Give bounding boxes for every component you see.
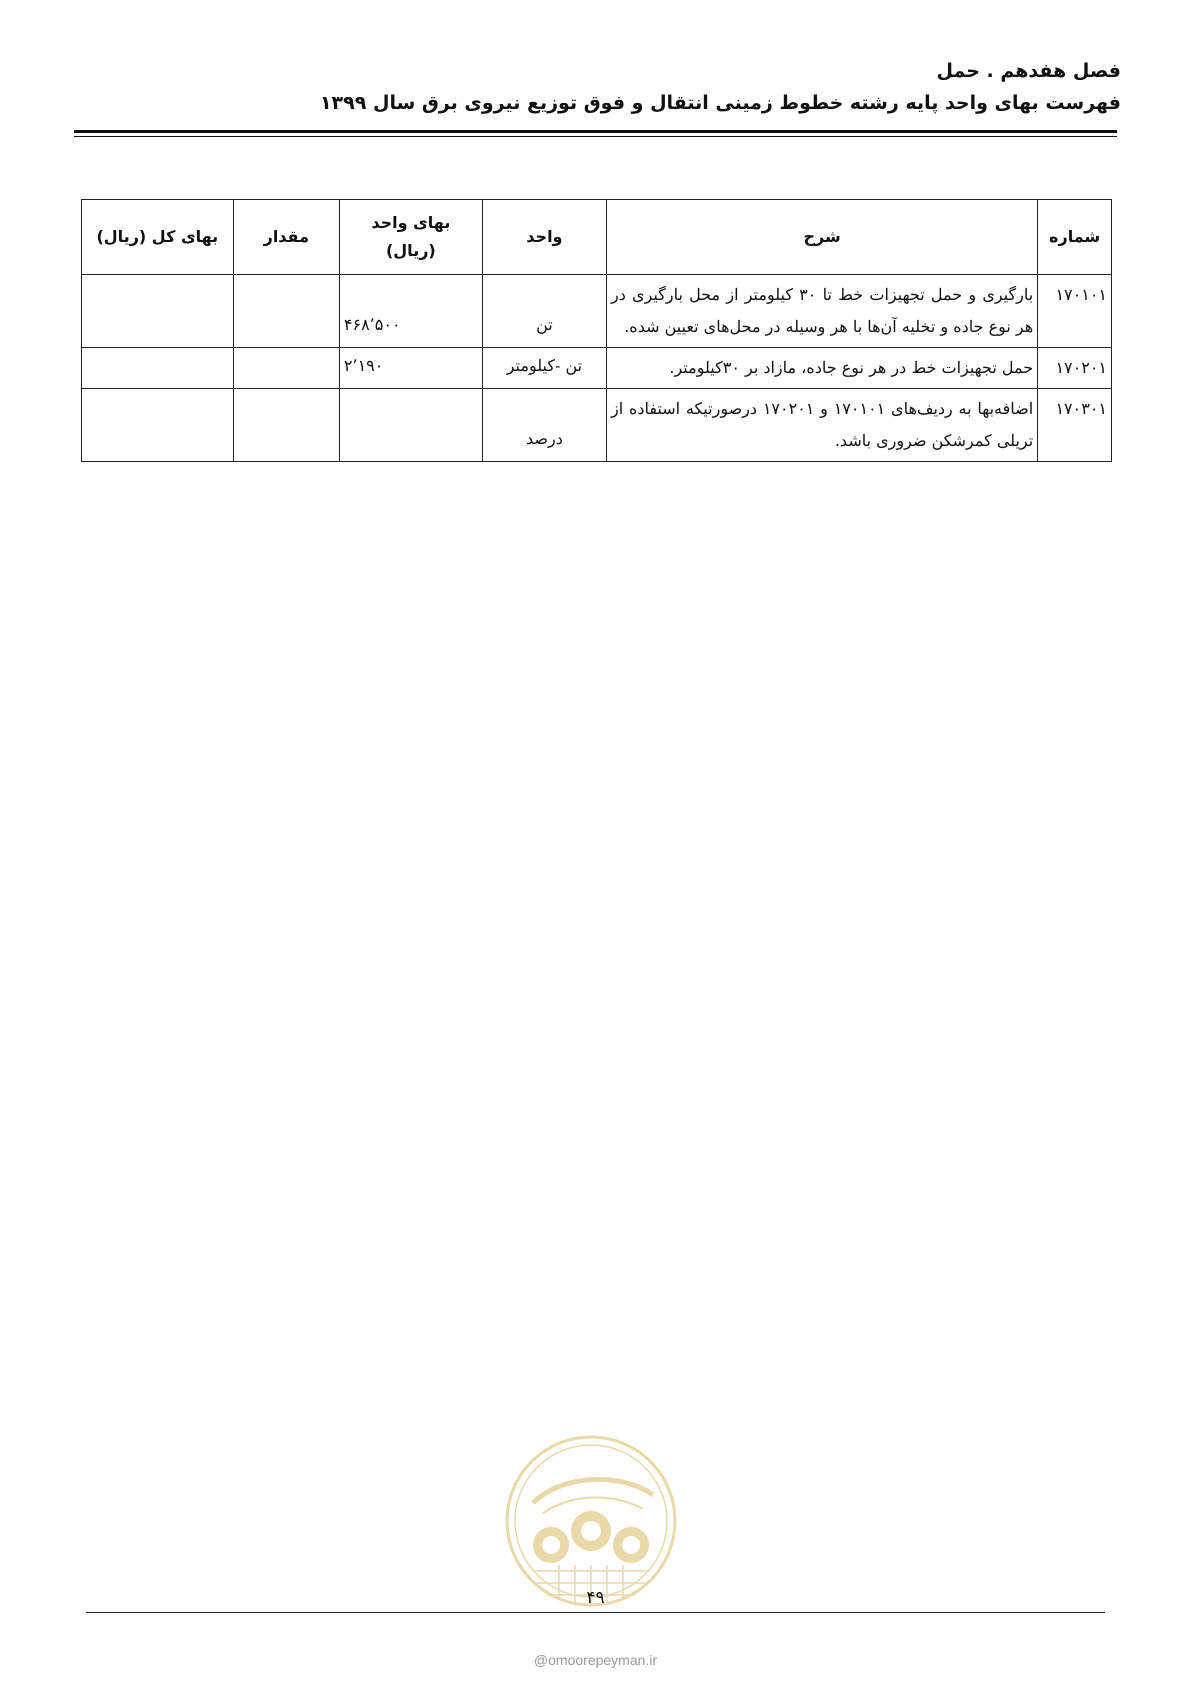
footer-rule [86,1612,1105,1613]
row-number: ۱۷۰۳۰۱ [1038,389,1112,462]
row-description: بارگیری و حمل تجهیزات خط تا ۳۰ کیلومتر از محل بارگیری در هر نوع جاده و تخلیه آن‌ها با هر وسیله در محل‌های تعیین شده. [606,275,1037,348]
table-row [82,275,1112,348]
row-quantity [233,348,339,389]
header-number: شماره [1038,200,1112,275]
row-total-price [82,348,234,389]
row-unit-price [339,389,482,462]
row-quantity [233,389,339,462]
row-unit-price: ۲٬۱۹۰ [339,348,482,389]
table-header-row [82,200,1112,275]
row-unit: تن -کیلومتر [482,348,606,389]
row-number: ۱۷۰۱۰۱ [1038,275,1112,348]
header-unit-price-label: بهای واحد [371,213,451,232]
row-unit: تن [482,275,606,348]
header-total-price: بهای کل (ریال) [82,200,234,275]
page-header [70,56,1121,118]
page-number: ۴۹ [586,1588,605,1608]
header-description: شرح [606,200,1037,275]
header-unit: واحد [482,200,606,275]
row-unit: درصد [482,389,606,462]
header-unit-price-currency: (ریال) [385,241,436,260]
table-row [82,348,1112,389]
header-quantity: مقدار [233,200,339,275]
table-row [82,389,1112,462]
row-total-price [82,389,234,462]
price-list-table [81,199,1112,462]
row-unit-price: ۴۶۸٬۵۰۰ [339,275,482,348]
row-total-price [82,275,234,348]
site-url: @omoorepeyman.ir [533,1652,658,1668]
omoor-peyman-seal-logo-icon [503,1433,679,1609]
row-description: حمل تجهیزات خط در هر نوع جاده، مازاد بر ۳۰کیلومتر. [606,348,1037,389]
header-rule-thick [74,130,1117,133]
row-description: اضافه‌بها به ردیف‌های ۱۷۰۱۰۱ و ۱۷۰۲۰۱ درصورتیکه استفاده از تریلی کمرشکن ضروری باشد. [606,389,1037,462]
document-title: فهرست بهای واحد پایه رشته خطوط زمینی انتقال و فوق توزیع نیروی برق سال ۱۳۹۹ [319,92,1121,114]
row-quantity [233,275,339,348]
header-rule-thin [74,136,1117,137]
chapter-title: فصل هفدهم . حمل [936,60,1121,82]
row-number: ۱۷۰۲۰۱ [1038,348,1112,389]
header-unit-price [339,200,482,275]
